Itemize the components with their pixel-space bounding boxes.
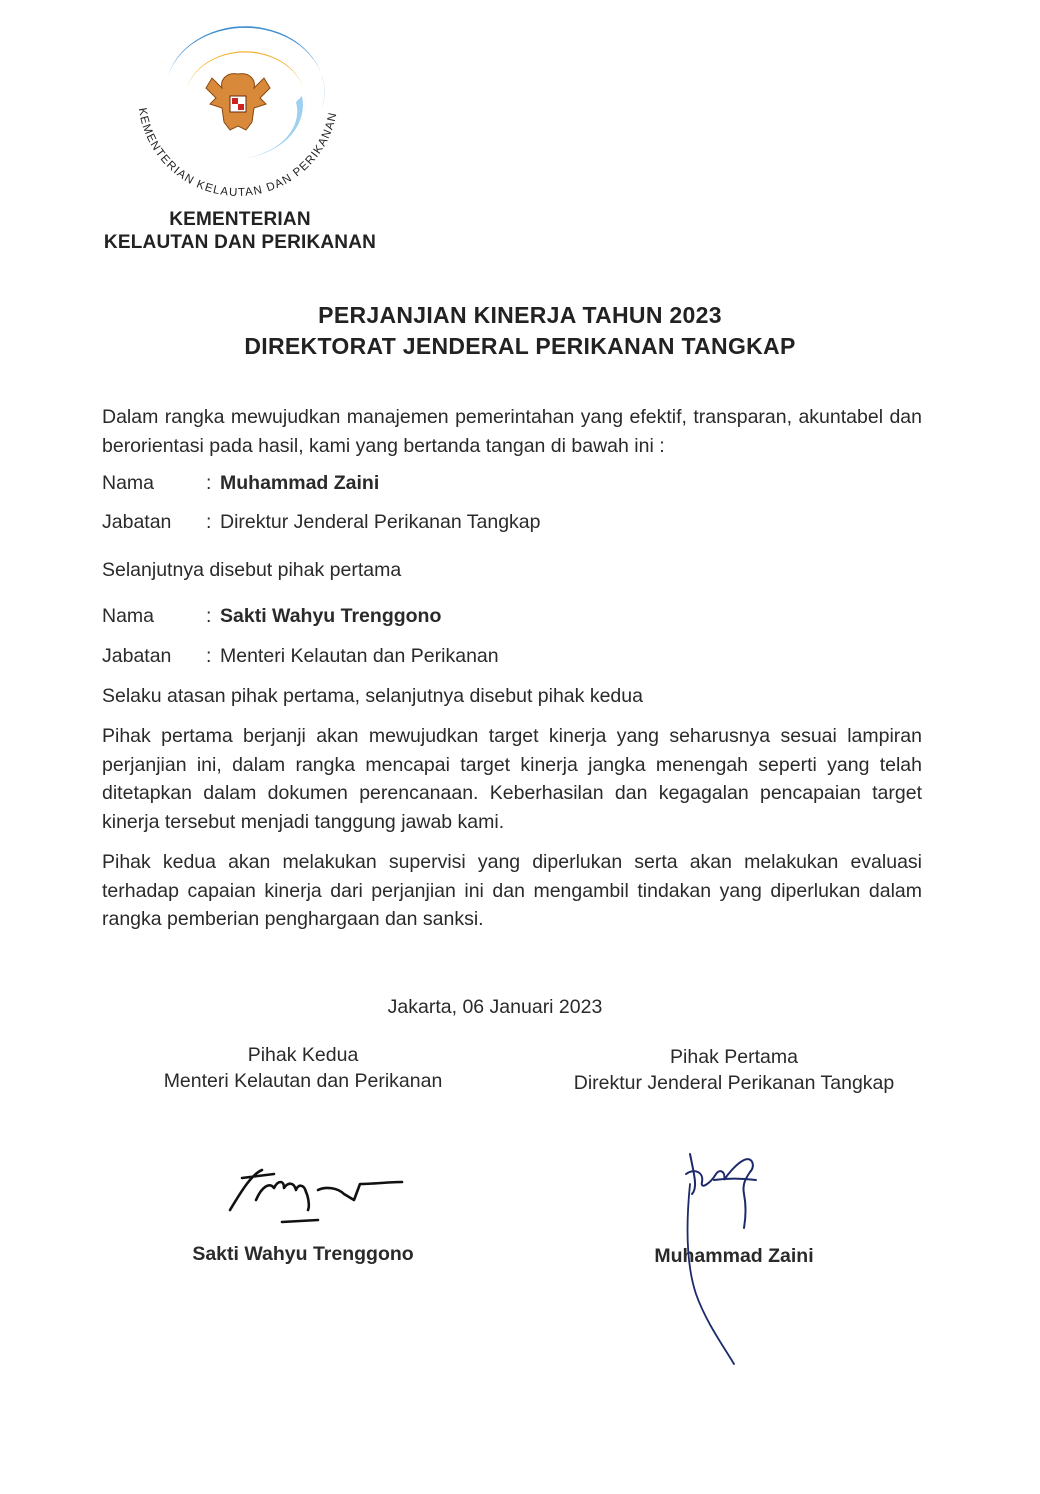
ministry-logo bbox=[126, 18, 350, 208]
first-party-designation: Selanjutnya disebut pihak pertama bbox=[102, 559, 402, 581]
left-signatory-role: Pihak Kedua bbox=[247, 1044, 359, 1066]
field-label: Nama bbox=[102, 472, 155, 494]
first-party-name: Muhammad Zaini bbox=[220, 472, 380, 494]
field-separator: : bbox=[206, 472, 212, 494]
second-party-position-row bbox=[102, 645, 499, 668]
logo-ring-text: KEMENTERIAN KELAUTAN DAN PERIKANAN bbox=[135, 106, 340, 200]
commitment-paragraph: Pihak pertama berjanji akan mewujudkan target kinerja yang seharusnya sesuai lampiran perjanjian ini, dalam rangka mencapai target kinerja jangka menengah seperti yang telah ditetapkan dalam dokumen perencanaan. Keberhasilan dan kegagalan pencapaian target kinerja tersebut menjadi tanggung jawab kami. bbox=[102, 725, 922, 833]
field-label: Nama bbox=[102, 605, 155, 627]
second-party-position: Menteri Kelautan dan Perikanan bbox=[220, 645, 499, 667]
field-label: Jabatan bbox=[102, 645, 172, 667]
second-party-designation: Selaku atasan pihak pertama, selanjutnya disebut pihak kedua bbox=[102, 685, 643, 707]
org-name-line1: KEMENTERIAN bbox=[169, 209, 311, 230]
right-signatory-role: Pihak Pertama bbox=[670, 1046, 798, 1068]
right-signatory-position: Direktur Jenderal Perikanan Tangkap bbox=[573, 1072, 895, 1094]
left-signatory-position: Menteri Kelautan dan Perikanan bbox=[163, 1070, 443, 1092]
right-signature bbox=[670, 1144, 770, 1368]
field-label: Jabatan bbox=[102, 511, 172, 533]
left-signatory-name: Sakti Wahyu Trenggono bbox=[192, 1243, 414, 1265]
second-party-name-row bbox=[102, 605, 441, 628]
first-party-position: Direktur Jenderal Perikanan Tangkap bbox=[220, 511, 541, 533]
place-date: Jakarta, 06 Januari 2023 bbox=[387, 996, 603, 1018]
intro-paragraph: Dalam rangka mewujudkan manajemen pemerintahan yang efektif, transparan, akuntabel dan berorientasi pada hasil, kami yang bertanda tangan di bawah ini : bbox=[102, 406, 922, 457]
left-signature bbox=[222, 1160, 412, 1230]
first-party-name-row bbox=[102, 472, 379, 495]
second-party-name: Sakti Wahyu Trenggono bbox=[220, 605, 442, 627]
organization-name bbox=[60, 208, 420, 254]
field-separator: : bbox=[206, 511, 212, 533]
right-signatory-name: Muhammad Zaini bbox=[654, 1245, 814, 1267]
first-party-position-row bbox=[102, 511, 541, 534]
org-name-line2: KELAUTAN DAN PERIKANAN bbox=[103, 232, 377, 253]
document-title: PERJANJIAN KINERJA TAHUN 2023 bbox=[318, 302, 722, 328]
supervision-paragraph: Pihak kedua akan melakukan supervisi yang diperlukan serta akan melakukan evaluasi terhadap capaian kinerja dari perjanjian ini dan mengambil tindakan yang diperlukan dalam rangka pemberian penghargaan dan sanksi. bbox=[102, 851, 922, 930]
document-subtitle: DIREKTORAT JENDERAL PERIKANAN TANGKAP bbox=[244, 333, 796, 359]
field-separator: : bbox=[206, 645, 212, 667]
field-separator: : bbox=[206, 605, 212, 627]
